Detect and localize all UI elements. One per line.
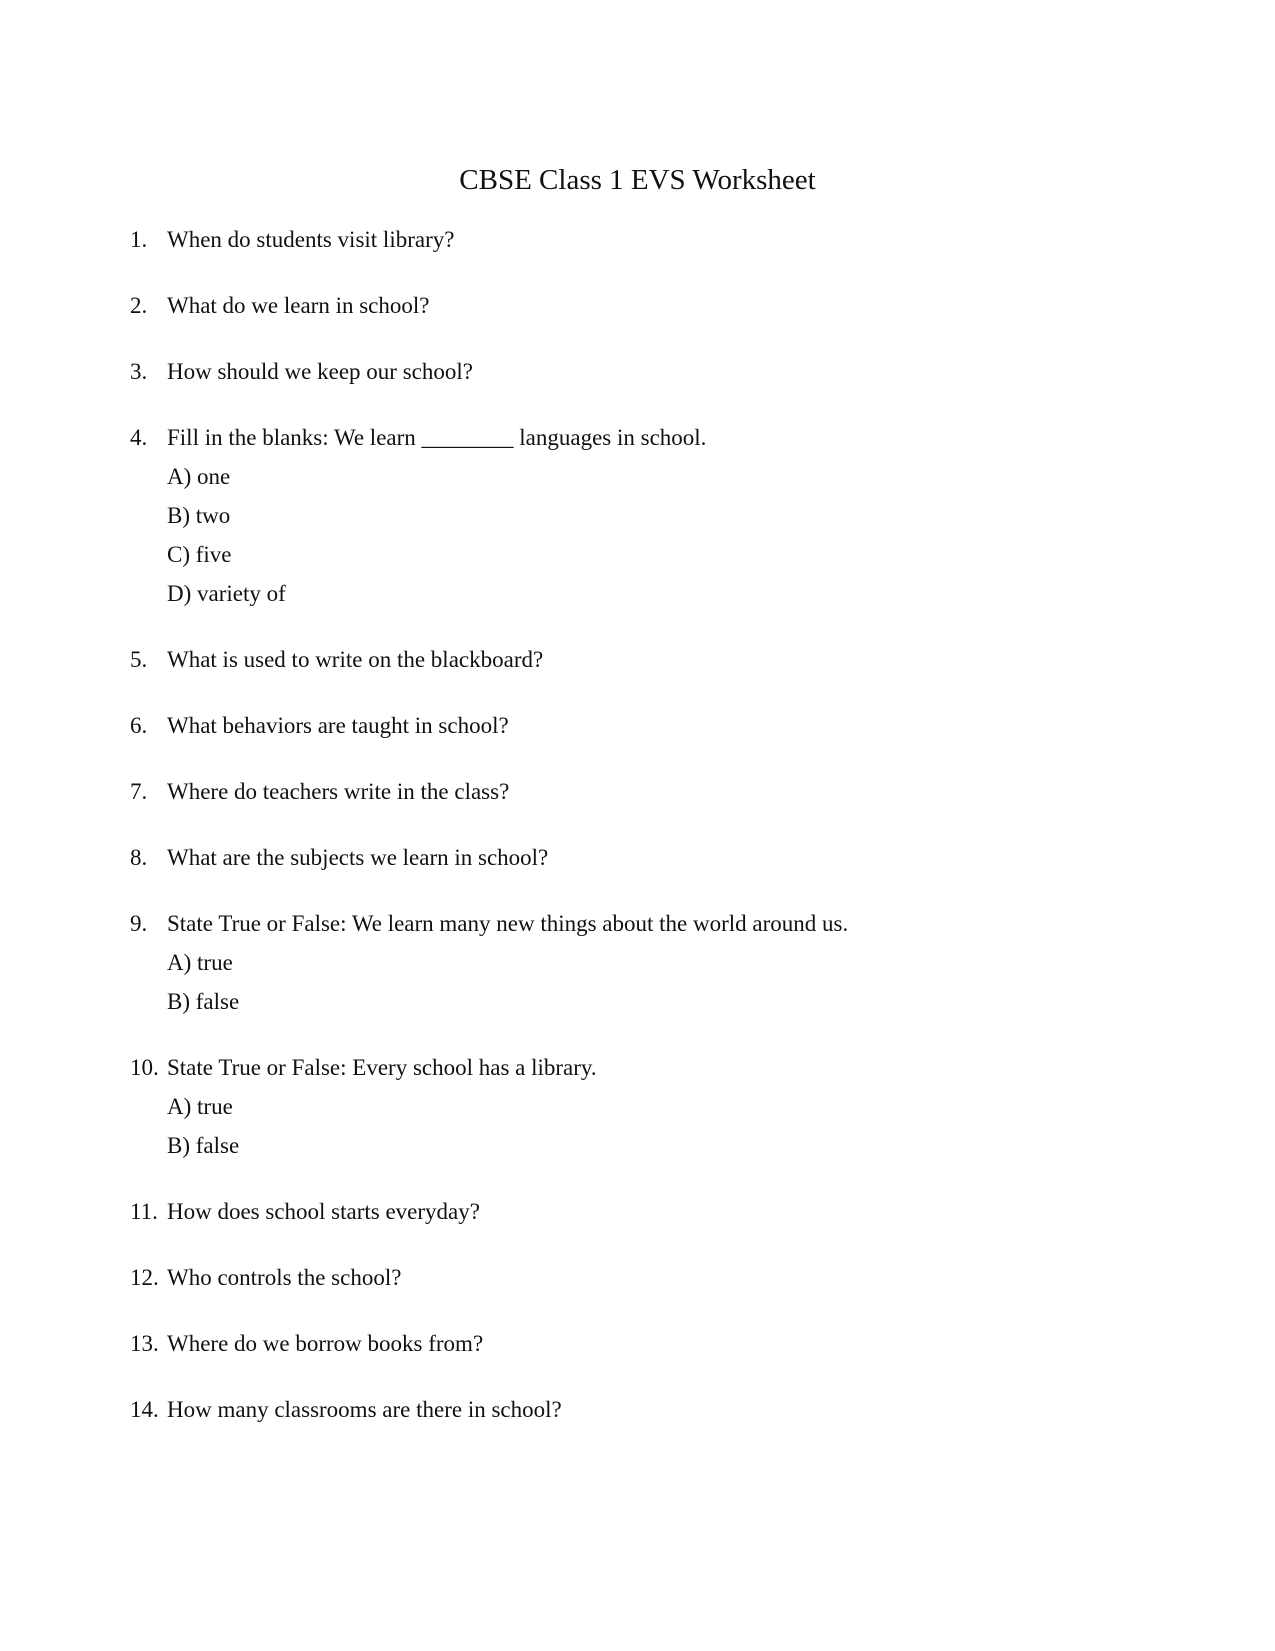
answer-option: C) five [167, 542, 232, 567]
question-item [0, 354, 1275, 390]
question-row [0, 354, 1275, 390]
question-number: 11. [130, 1199, 158, 1224]
question-item [0, 1194, 1275, 1230]
question-number: 1. [130, 227, 148, 252]
question-number: 6. [130, 713, 148, 738]
question-item [0, 774, 1275, 810]
question-item [0, 1326, 1275, 1362]
question-item [0, 840, 1275, 876]
question-text: Who controls the school? [167, 1265, 402, 1290]
question-text: What behaviors are taught in school? [167, 713, 509, 738]
question-number: 8. [130, 845, 148, 870]
question-row [0, 288, 1275, 324]
question-number: 9. [130, 911, 148, 936]
question-text: Where do teachers write in the class? [167, 779, 510, 804]
question-item [0, 288, 1275, 324]
question-text: State True or False: We learn many new things about the world around us. [167, 911, 849, 936]
question-number: 12. [130, 1265, 159, 1290]
question-row [0, 420, 1275, 456]
question-number: 4. [130, 425, 148, 450]
answer-option: A) true [167, 950, 233, 975]
question-row [0, 1326, 1275, 1362]
question-row [0, 708, 1275, 744]
question-item [0, 906, 1275, 1020]
question-number: 14. [130, 1397, 159, 1422]
answer-options [0, 1089, 1275, 1164]
question-row [0, 906, 1275, 942]
question-item [0, 1392, 1275, 1428]
question-number: 13. [130, 1331, 159, 1356]
answer-option: A) true [167, 1094, 233, 1119]
answer-options [0, 945, 1275, 1020]
question-row [0, 1194, 1275, 1230]
answer-option: D) variety of [167, 581, 286, 606]
question-text: What do we learn in school? [167, 293, 430, 318]
question-item [0, 1050, 1275, 1164]
question-text: How should we keep our school? [167, 359, 473, 384]
question-number: 5. [130, 647, 148, 672]
question-item [0, 420, 1275, 612]
question-row [0, 222, 1275, 258]
answer-options [0, 459, 1275, 612]
question-item [0, 642, 1275, 678]
question-number: 7. [130, 779, 148, 804]
question-item [0, 222, 1275, 258]
answer-option: B) false [167, 989, 240, 1014]
question-number: 3. [130, 359, 148, 384]
answer-option: B) false [167, 1133, 240, 1158]
question-row [0, 774, 1275, 810]
answer-option: B) two [167, 503, 231, 528]
question-text: What is used to write on the blackboard? [167, 647, 544, 672]
question-text: When do students visit library? [167, 227, 455, 252]
question-row [0, 840, 1275, 876]
question-text: Where do we borrow books from? [167, 1331, 484, 1356]
question-item [0, 1260, 1275, 1296]
question-row [0, 642, 1275, 678]
answer-option: A) one [167, 464, 231, 489]
question-number: 10. [130, 1055, 159, 1080]
question-text: Fill in the blanks: We learn ________ languages in school. [167, 425, 707, 450]
question-text: How does school starts everyday? [167, 1199, 480, 1224]
question-list [0, 222, 1275, 1458]
question-text: What are the subjects we learn in school? [167, 845, 549, 870]
question-number: 2. [130, 293, 148, 318]
question-item [0, 708, 1275, 744]
question-row [0, 1050, 1275, 1086]
question-row [0, 1392, 1275, 1428]
question-row [0, 1260, 1275, 1296]
question-text: State True or False: Every school has a library. [167, 1055, 597, 1080]
question-text: How many classrooms are there in school? [167, 1397, 562, 1422]
page-title: CBSE Class 1 EVS Worksheet [459, 164, 816, 196]
